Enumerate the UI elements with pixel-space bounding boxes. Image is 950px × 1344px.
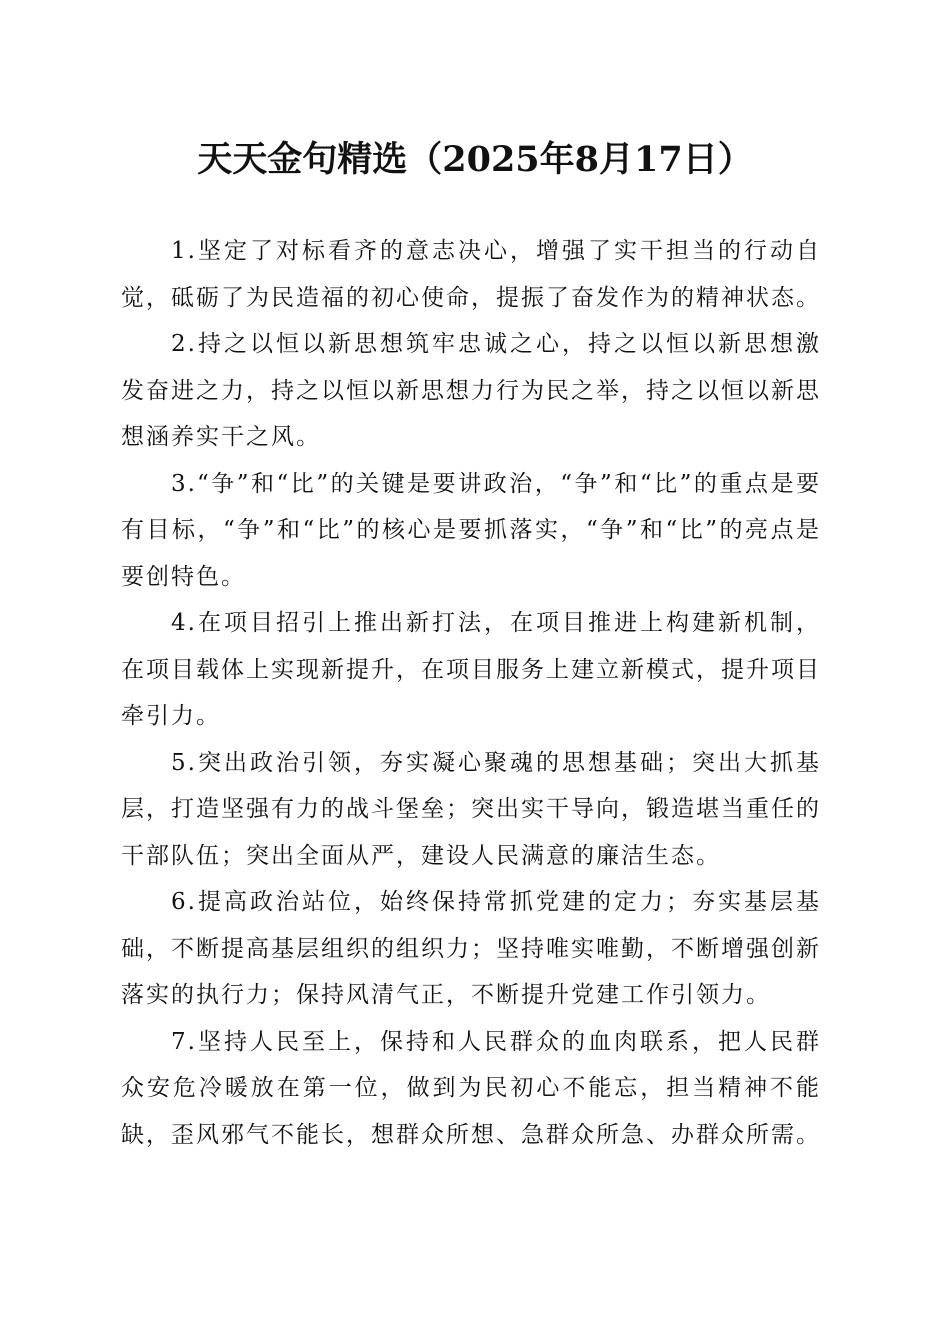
paragraph-6: 6.提高政治站位，始终保持常抓党建的定力；夯实基层基础，不断提高基层组织的组织力；坚持唯实唯勤，不断增强创新落实的执行力；保持风清气正，不断提升党建工作引领力。 [121, 889, 821, 1008]
paragraph-4: 4.在项目招引上推出新打法，在项目推进上构建新机制，在项目载体上实现新提升，在项目服务上建立新模式，提升项目牵引力。 [121, 610, 821, 729]
paragraph-5: 5.突出政治引领，夯实凝心聚魂的思想基础；突出大抓基层，打造坚强有力的战斗堡垒；突出实干导向，锻造堪当重任的干部队伍；突出全面从严，建设人民满意的廉洁生态。 [121, 749, 821, 869]
paragraph-1: 1.坚定了对标看齐的意志决心，增强了实干担当的行动自觉，砥砺了为民造福的初心使命，提振了奋发作为的精神状态。 [121, 238, 821, 311]
paragraph-7: 7.坚持人民至上，保持和人民群众的血肉联系，把人民群众安危冷暖放在第一位，做到为民初心不能忘，担当精神不能缺，歪风邪气不能长，想群众所想、急群众所急、办群众所需。 [121, 1028, 821, 1148]
paragraph-2: 2.持之以恒以新思想筑牢忠诚之心，持之以恒以新思想激发奋进之力，持之以恒以新思想力行为民之举，持之以恒以新思想涵养实干之风。 [121, 331, 821, 450]
document-title: 天天金句精选（2025年8月17日） [197, 139, 753, 180]
document-body [121, 228, 821, 1158]
paragraph-3: 3.“争”和“比”的关键是要讲政治，“争”和“比”的重点是要有目标，“争”和“比”的核心是要抓落实，“争”和“比”的亮点是要创特色。 [121, 470, 821, 590]
